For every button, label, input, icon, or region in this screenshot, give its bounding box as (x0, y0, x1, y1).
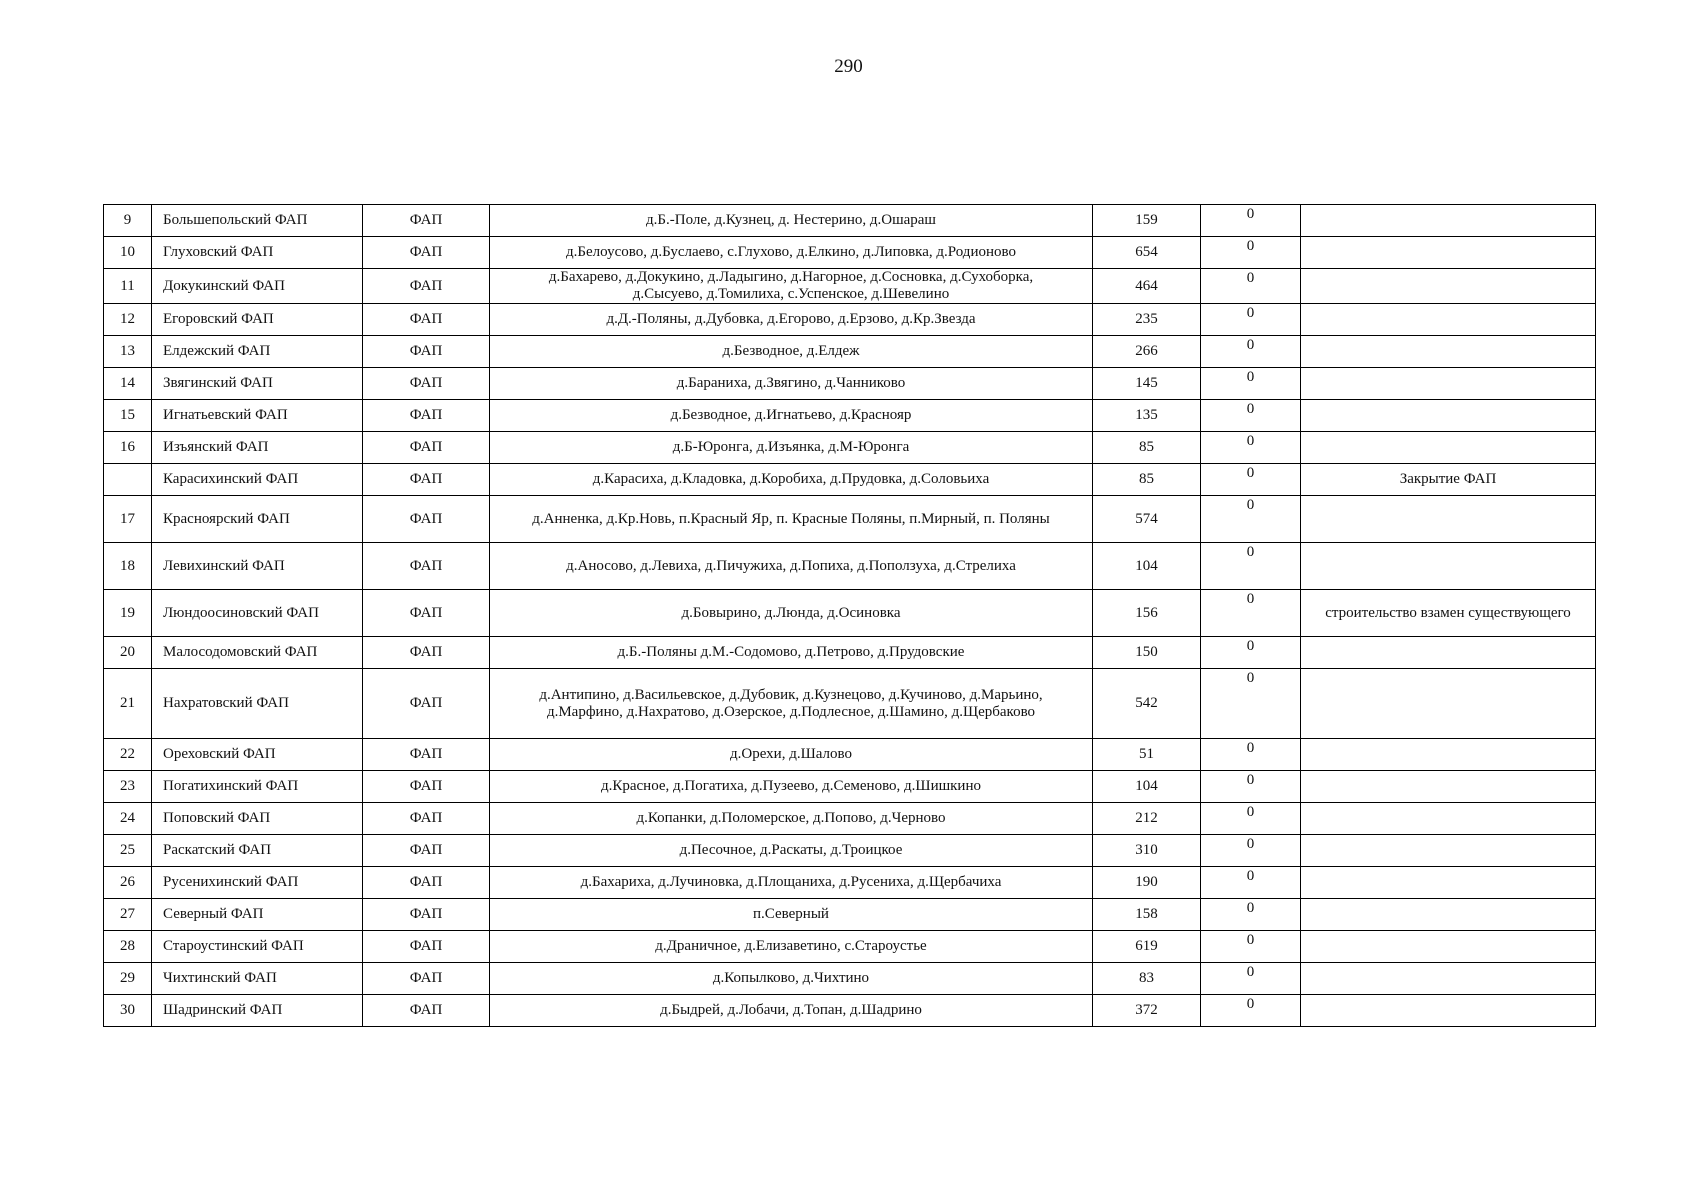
population-count: 372 (1093, 995, 1201, 1027)
zero-value: 0 (1201, 835, 1301, 867)
villages-line: д.Красное, д.Погатиха, д.Пузеево, д.Семеново, д.Шишкино (600, 778, 981, 794)
population-count: 145 (1093, 368, 1201, 400)
villages-line: д.Безводное, д.Елдеж (722, 343, 860, 359)
zero-value: 0 (1201, 995, 1301, 1027)
population-count: 85 (1093, 432, 1201, 464)
zero-value: 0 (1201, 637, 1301, 669)
table-row (104, 205, 1596, 237)
note (1301, 995, 1596, 1027)
population-count: 310 (1093, 835, 1201, 867)
facility-name: Чихтинский ФАП (152, 963, 363, 995)
table-row (104, 931, 1596, 963)
facility-name: Изъянский ФАП (152, 432, 363, 464)
zero-value: 0 (1201, 899, 1301, 931)
population-count: 235 (1093, 304, 1201, 336)
row-number: 26 (104, 867, 152, 899)
served-villages (490, 336, 1093, 368)
facility-name: Звягинский ФАП (152, 368, 363, 400)
facility-type: ФАП (363, 867, 490, 899)
facility-type: ФАП (363, 803, 490, 835)
facility-type: ФАП (363, 205, 490, 237)
served-villages (490, 400, 1093, 432)
note (1301, 803, 1596, 835)
served-villages (490, 368, 1093, 400)
facility-type: ФАП (363, 739, 490, 771)
table-row (104, 590, 1596, 637)
zero-value: 0 (1201, 931, 1301, 963)
population-count: 619 (1093, 931, 1201, 963)
note (1301, 899, 1596, 931)
note (1301, 931, 1596, 963)
population-count: 85 (1093, 464, 1201, 496)
population-count: 159 (1093, 205, 1201, 237)
zero-value: 0 (1201, 368, 1301, 400)
note (1301, 400, 1596, 432)
villages-line: д.Копылково, д.Чихтино (712, 970, 870, 986)
facility-name: Докукинский ФАП (152, 269, 363, 304)
zero-value: 0 (1201, 304, 1301, 336)
population-count: 158 (1093, 899, 1201, 931)
zero-value: 0 (1201, 771, 1301, 803)
note (1301, 432, 1596, 464)
villages-line: д.Марфино, д.Нахратово, д.Озерское, д.Подлесное, д.Шамино, д.Щербаково (546, 703, 1036, 720)
table-row (104, 432, 1596, 464)
zero-value: 0 (1201, 963, 1301, 995)
table-row (104, 269, 1596, 304)
facility-name: Малосодомовский ФАП (152, 637, 363, 669)
page-number: 290 (834, 56, 863, 77)
facility-type: ФАП (363, 995, 490, 1027)
villages-line: д.Б.-Поляны д.М.-Содомово, д.Петрово, д.Прудовские (617, 644, 965, 660)
note (1301, 269, 1596, 304)
population-count: 266 (1093, 336, 1201, 368)
population-count: 542 (1093, 669, 1201, 739)
table-row (104, 400, 1596, 432)
villages-line: д.Драничное, д.Елизаветино, с.Староустье (655, 938, 927, 954)
population-count: 464 (1093, 269, 1201, 304)
note (1301, 543, 1596, 590)
row-number: 13 (104, 336, 152, 368)
facility-type: ФАП (363, 269, 490, 304)
served-villages (490, 739, 1093, 771)
villages-line: д.Песочное, д.Раскаты, д.Троицкое (679, 842, 903, 858)
served-villages (490, 867, 1093, 899)
villages-line: д.Копанки, д.Поломерское, д.Попово, д.Черново (636, 810, 946, 826)
note (1301, 205, 1596, 237)
fap-registry-table (103, 204, 1596, 1027)
facility-name: Красноярский ФАП (152, 496, 363, 543)
villages-line: д.Анненка, д.Кр.Новь, п.Красный Яр, п. Красные Поляны, п.Мирный, п. Поляны (532, 510, 1050, 527)
served-villages (490, 269, 1093, 304)
note (1301, 237, 1596, 269)
table-body (104, 205, 1596, 1027)
table-row (104, 336, 1596, 368)
served-villages (490, 543, 1093, 590)
villages-line: д.Бахарево, д.Докукино, д.Ладыгино, д.Нагорное, д.Сосновка, д.Сухоборка, (548, 269, 1034, 285)
facility-name: Большепольский ФАП (152, 205, 363, 237)
table-row (104, 496, 1596, 543)
note (1301, 669, 1596, 739)
note (1301, 336, 1596, 368)
row-number: 10 (104, 237, 152, 269)
row-number: 15 (104, 400, 152, 432)
table-row (104, 368, 1596, 400)
table-row (104, 637, 1596, 669)
table-row (104, 304, 1596, 336)
facility-name: Нахратовский ФАП (152, 669, 363, 739)
facility-type: ФАП (363, 590, 490, 637)
facility-type: ФАП (363, 637, 490, 669)
zero-value: 0 (1201, 739, 1301, 771)
served-villages (490, 669, 1093, 739)
villages-line: д.Бахариха, д.Лучиновка, д.Площаниха, д.Русениха, д.Щербачиха (580, 874, 1002, 890)
population-count: 574 (1093, 496, 1201, 543)
note (1301, 835, 1596, 867)
row-number: 11 (104, 269, 152, 304)
table-row (104, 543, 1596, 590)
row-number: 20 (104, 637, 152, 669)
facility-name: Глуховский ФАП (152, 237, 363, 269)
note (1301, 867, 1596, 899)
zero-value: 0 (1201, 669, 1301, 739)
facility-name: Поповский ФАП (152, 803, 363, 835)
facility-type: ФАП (363, 304, 490, 336)
villages-line: д.Аносово, д.Левиха, д.Пичужиха, д.Попиха, д.Поползуха, д.Стрелиха (566, 557, 1016, 574)
note (1301, 771, 1596, 803)
row-number: 14 (104, 368, 152, 400)
row-number: 27 (104, 899, 152, 931)
table-row (104, 803, 1596, 835)
row-number: 21 (104, 669, 152, 739)
served-villages (490, 771, 1093, 803)
zero-value: 0 (1201, 237, 1301, 269)
villages-line: д.Бовырино, д.Люнда, д.Осиновка (681, 604, 901, 621)
population-count: 83 (1093, 963, 1201, 995)
facility-type: ФАП (363, 432, 490, 464)
population-count: 212 (1093, 803, 1201, 835)
facility-type: ФАП (363, 336, 490, 368)
table-row (104, 739, 1596, 771)
table-row (104, 237, 1596, 269)
facility-type: ФАП (363, 669, 490, 739)
row-number: 25 (104, 835, 152, 867)
population-count: 654 (1093, 237, 1201, 269)
served-villages (490, 590, 1093, 637)
note (1301, 637, 1596, 669)
facility-name: Ореховский ФАП (152, 739, 363, 771)
facility-name: Игнатьевский ФАП (152, 400, 363, 432)
row-number: 23 (104, 771, 152, 803)
zero-value: 0 (1201, 803, 1301, 835)
villages-line: д.Антипино, д.Васильевское, д.Дубовик, д.Кузнецово, д.Кучиново, д.Марьино, (539, 686, 1043, 703)
facility-name: Люндоосиновский ФАП (152, 590, 363, 637)
served-villages (490, 835, 1093, 867)
villages-line: д.Б.-Поле, д.Кузнец, д. Нестерино, д.Ошараш (646, 212, 936, 228)
served-villages (490, 995, 1093, 1027)
zero-value: 0 (1201, 867, 1301, 899)
facility-type: ФАП (363, 963, 490, 995)
row-number: 18 (104, 543, 152, 590)
zero-value: 0 (1201, 543, 1301, 590)
facility-name: Карасихинский ФАП (152, 464, 363, 496)
population-count: 135 (1093, 400, 1201, 432)
facility-type: ФАП (363, 400, 490, 432)
table-row (104, 867, 1596, 899)
facility-name: Елдежский ФАП (152, 336, 363, 368)
served-villages (490, 496, 1093, 543)
facility-type: ФАП (363, 899, 490, 931)
villages-line: д.Бараниха, д.Звягино, д.Чанниково (676, 375, 906, 391)
facility-name: Егоровский ФАП (152, 304, 363, 336)
row-number: 30 (104, 995, 152, 1027)
facility-type: ФАП (363, 771, 490, 803)
population-count: 104 (1093, 543, 1201, 590)
table-row (104, 669, 1596, 739)
facility-type: ФАП (363, 931, 490, 963)
served-villages (490, 963, 1093, 995)
row-number: 19 (104, 590, 152, 637)
table-row (104, 995, 1596, 1027)
row-number: 29 (104, 963, 152, 995)
villages-line: д.Сысуево, д.Томилиха, с.Успенское, д.Шевелино (632, 286, 950, 302)
villages-line: п.Северный (753, 906, 829, 922)
facility-type: ФАП (363, 368, 490, 400)
villages-line: д.Орехи, д.Шалово (730, 746, 852, 762)
villages-line: д.Безводное, д.Игнатьево, д.Краснояр (670, 407, 912, 423)
population-count: 190 (1093, 867, 1201, 899)
population-count: 150 (1093, 637, 1201, 669)
zero-value: 0 (1201, 269, 1301, 304)
note: строительство взамен существующего (1301, 590, 1596, 637)
row-number: 17 (104, 496, 152, 543)
zero-value: 0 (1201, 205, 1301, 237)
row-number: 16 (104, 432, 152, 464)
table-row (104, 771, 1596, 803)
facility-name: Северный ФАП (152, 899, 363, 931)
note (1301, 963, 1596, 995)
served-villages (490, 931, 1093, 963)
served-villages (490, 803, 1093, 835)
zero-value: 0 (1201, 336, 1301, 368)
facility-type: ФАП (363, 835, 490, 867)
population-count: 104 (1093, 771, 1201, 803)
facility-name: Шадринский ФАП (152, 995, 363, 1027)
facility-type: ФАП (363, 464, 490, 496)
row-number: 9 (104, 205, 152, 237)
table-row (104, 464, 1596, 496)
row-number: 28 (104, 931, 152, 963)
facility-name: Раскатский ФАП (152, 835, 363, 867)
row-number: 24 (104, 803, 152, 835)
row-number: 12 (104, 304, 152, 336)
population-count: 156 (1093, 590, 1201, 637)
served-villages (490, 464, 1093, 496)
facility-type: ФАП (363, 496, 490, 543)
population-count: 51 (1093, 739, 1201, 771)
facility-type: ФАП (363, 237, 490, 269)
note (1301, 739, 1596, 771)
table-row (104, 963, 1596, 995)
facility-type: ФАП (363, 543, 490, 590)
served-villages (490, 237, 1093, 269)
zero-value: 0 (1201, 400, 1301, 432)
facility-name: Староустинский ФАП (152, 931, 363, 963)
zero-value: 0 (1201, 590, 1301, 637)
facility-name: Русенихинский ФАП (152, 867, 363, 899)
facility-name: Левихинский ФАП (152, 543, 363, 590)
table-row (104, 899, 1596, 931)
facility-name: Погатихинский ФАП (152, 771, 363, 803)
zero-value: 0 (1201, 496, 1301, 543)
table-row (104, 835, 1596, 867)
villages-line: д.Д.-Поляны, д.Дубовка, д.Егорово, д.Ерзово, д.Кр.Звезда (606, 311, 976, 327)
served-villages (490, 432, 1093, 464)
villages-line: д.Белоусово, д.Буслаево, с.Глухово, д.Елкино, д.Липовка, д.Родионово (566, 244, 1016, 260)
note (1301, 304, 1596, 336)
note (1301, 368, 1596, 400)
note (1301, 496, 1596, 543)
served-villages (490, 304, 1093, 336)
villages-line: д.Карасиха, д.Кладовка, д.Коробиха, д.Прудовка, д.Соловьиха (592, 471, 990, 487)
served-villages (490, 637, 1093, 669)
row-number: 22 (104, 739, 152, 771)
villages-line: д.Быдрей, д.Лобачи, д.Топан, д.Шадрино (660, 1002, 922, 1018)
served-villages (490, 205, 1093, 237)
note: Закрытие ФАП (1301, 464, 1596, 496)
villages-line: д.Б-Юронга, д.Изъянка, д.М-Юронга (672, 439, 910, 455)
row-number (104, 464, 152, 496)
served-villages (490, 899, 1093, 931)
zero-value: 0 (1201, 432, 1301, 464)
zero-value: 0 (1201, 464, 1301, 496)
